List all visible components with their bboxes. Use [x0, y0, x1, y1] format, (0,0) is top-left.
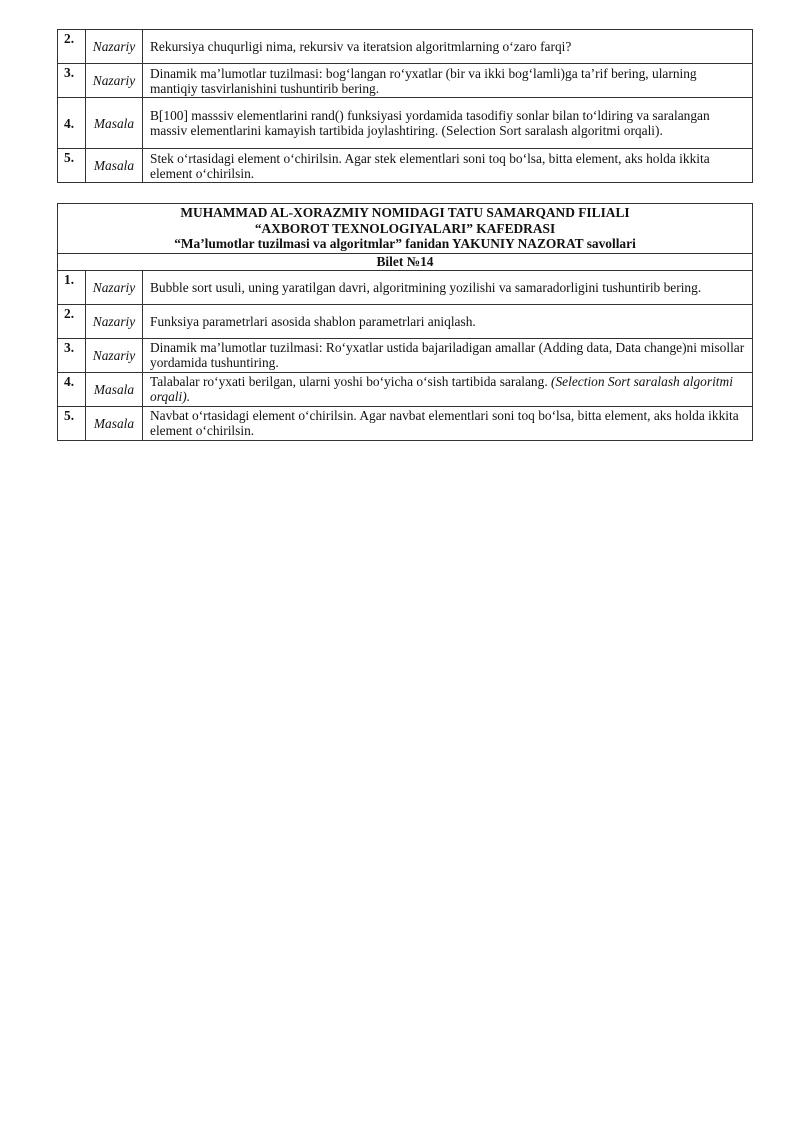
question-number: 2. — [58, 30, 86, 64]
department-name: “AXBOROT TEXNOLOGIYALARI” KAFEDRASI — [254, 220, 556, 236]
table-row — [58, 372, 753, 406]
question-text: Navbat o‘rtasidagi element o‘chirilsin. Agar navbat elementlari soni toq bo‘lsa, bitta element, aks holda ikkita element o‘chirilsin. — [143, 406, 753, 440]
question-text: Funksiya parametrlari asosida shablon parametrlari aniqlash. — [143, 304, 753, 338]
bilet-row — [58, 253, 753, 270]
question-type: Nazariy — [86, 30, 143, 64]
bilet-number: Bilet №14 — [58, 253, 753, 270]
table-row — [58, 30, 753, 64]
question-text-italic: (Selection Sort saralash algoritmi orqali). — [150, 374, 733, 404]
question-text: Dinamik ma’lumotlar tuzilmasi: Ro‘yxatlar ustida bajariladigan amallar (Adding data, Data change)ni misollar yordamida tushuntiring. — [143, 338, 753, 372]
question-number: 5. — [58, 149, 86, 183]
question-text: B[100] masssiv elementlarini rand() funksiyasi yordamida tasodifiy sonlar bilan to‘ldiring va saralangan massiv elementlarini kamayish tartibida joylashtiring. (Selection Sort saralash algoritmi orqali). — [143, 98, 753, 149]
question-number: 4. — [58, 372, 86, 406]
table-row — [58, 98, 753, 149]
institution-name: MUHAMMAD AL-XORAZMIY NOMIDAGI TATU SAMARQAND FILIALI — [180, 205, 630, 220]
question-text: Stek o‘rtasidagi element o‘chirilsin. Agar stek elementlari soni toq bo‘lsa, bitta element, aks holda ikkita element o‘chirilsin. — [143, 149, 753, 183]
question-number: 5. — [58, 406, 86, 440]
question-type: Masala — [86, 98, 143, 149]
question-number: 1. — [58, 270, 86, 304]
question-text: Bubble sort usuli, uning yaratilgan davri, algoritmining yozilishi va samaradorligini tushuntirib bering. — [143, 270, 753, 304]
question-type: Nazariy — [86, 304, 143, 338]
question-type: Nazariy — [86, 270, 143, 304]
question-number: 4. — [58, 98, 86, 149]
question-type: Masala — [86, 406, 143, 440]
question-table-bilet-14 — [57, 203, 753, 441]
question-type: Nazariy — [86, 64, 143, 98]
ticket-header-row — [58, 204, 753, 254]
table-row — [58, 338, 753, 372]
exam-title: “Ma’lumotlar tuzilmasi va algoritmlar” fanidan YAKUNIY NAZORAT savollari — [174, 236, 636, 251]
ticket-header — [58, 204, 753, 254]
question-number: 2. — [58, 304, 86, 338]
table-row — [58, 406, 753, 440]
question-number: 3. — [58, 64, 86, 98]
table-row — [58, 149, 753, 183]
question-table-previous — [57, 29, 753, 183]
question-text-main: Talabalar ro‘yxati berilgan, ularni yoshi bo‘yicha o‘sish tartibida saralang. — [150, 374, 552, 389]
table-row — [58, 64, 753, 98]
question-text: Rekursiya chuqurligi nima, rekursiv va iteratsion algoritmlarning o‘zaro farqi? — [143, 30, 753, 64]
question-type: Nazariy — [86, 338, 143, 372]
question-number: 3. — [58, 338, 86, 372]
table-row — [58, 304, 753, 338]
question-text: Dinamik ma’lumotlar tuzilmasi: bog‘langan ro‘yxatlar (bir va ikki bog‘lamli)ga ta’rif bering, ularning mantiqiy tasvirlanishini tushuntirib bering. — [143, 64, 753, 98]
question-type: Masala — [86, 372, 143, 406]
question-text — [143, 372, 753, 406]
table-row — [58, 270, 753, 304]
question-type: Masala — [86, 149, 143, 183]
